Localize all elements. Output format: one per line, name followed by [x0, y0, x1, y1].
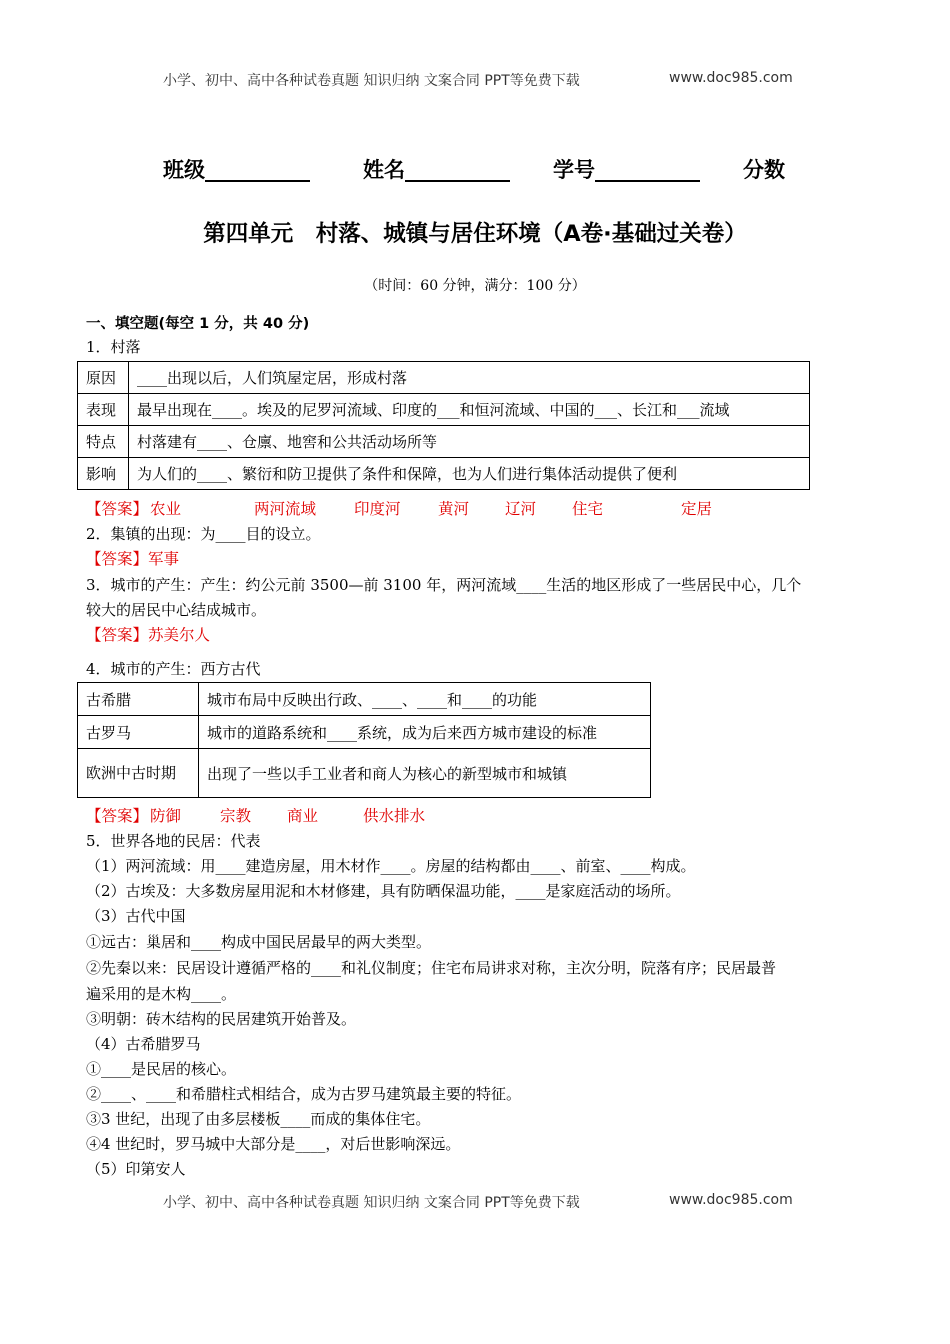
answer-value: 住宅 [572, 500, 604, 518]
table-row [78, 716, 651, 749]
row-label: 影响 [78, 458, 129, 490]
answer-value: 农业 [150, 500, 182, 518]
q1-answer [86, 497, 713, 519]
answer-value: 苏美尔人 [148, 626, 211, 644]
answer-value: 黄河 [438, 500, 470, 518]
q1-title: 1．村落 [86, 338, 141, 356]
q4-table [77, 682, 651, 798]
row-label: 古罗马 [78, 716, 199, 749]
row-text: 为人们的____、繁衍和防卫提供了条件和保障，也为人们进行集体活动提供了便利 [129, 458, 810, 490]
exam-time-score: （时间：60 分钟，满分：100 分） [364, 278, 586, 294]
q5-line: ③明朝：砖木结构的民居建筑开始普及。 [86, 1010, 357, 1028]
answer-value: 商业 [287, 807, 319, 825]
row-label: 原因 [78, 362, 129, 394]
q5-line: ④4 世纪时，罗马城中大部分是____，对后世影响深远。 [86, 1135, 461, 1153]
answer-value: 定居 [681, 500, 713, 518]
q1-table [77, 361, 810, 490]
score-field: 分数 [743, 158, 785, 182]
table-row [78, 458, 810, 490]
q4-title: 4．城市的产生：西方古代 [86, 660, 261, 678]
q5-line: （4）古希腊罗马 [86, 1035, 201, 1053]
q5-line: ①____是民居的核心。 [86, 1060, 237, 1078]
answer-tag: 【答案】 [86, 626, 149, 644]
q5-title: 5．世界各地的民居：代表 [86, 832, 261, 850]
q3-line2: 较大的居民中心结成城市。 [86, 601, 267, 619]
q5-line: （1）两河流域：用____建造房屋，用木材作____。房屋的结构都由____、前室、____构成。 [86, 857, 696, 875]
section-heading: 一、填空题(每空 1 分，共 40 分) [86, 316, 310, 332]
q3-answer [86, 623, 210, 645]
answer-tag: 【答案】 [86, 807, 149, 825]
q5-line: ②先秦以来：民居设计遵循严格的____和礼仪制度；住宅布局讲求对称，主次分明，院落有序；民居最普 [86, 959, 777, 977]
q2-text: 2．集镇的出现：为____目的设立。 [86, 525, 321, 543]
page-title: 第四单元 村落、城镇与居住环境（A卷·基础过关卷） [203, 221, 747, 247]
answer-value: 防御 [150, 807, 182, 825]
class-field: 班级__________ [163, 158, 310, 182]
header-site: www.doc985.com [669, 70, 793, 86]
q5-line: ①远古：巢居和____构成中国民居最早的两大类型。 [86, 933, 432, 951]
table-row [78, 362, 810, 394]
row-label: 表现 [78, 394, 129, 426]
q5-line: （2）古埃及：大多数房屋用泥和木材修建，具有防晒保温功能，____是家庭活动的场所。 [86, 882, 681, 900]
row-label: 古希腊 [78, 683, 199, 716]
footer-site: www.doc985.com [669, 1192, 793, 1208]
q2-answer [86, 547, 179, 569]
row-text: 城市的道路系统和____系统，成为后来西方城市建设的标准 [199, 716, 651, 749]
table-row [78, 426, 810, 458]
row-text: ____出现以后，人们筑屋定居，形成村落 [129, 362, 810, 394]
answer-value: 印度河 [354, 500, 401, 518]
table-row [78, 394, 810, 426]
answer-value: 供水排水 [363, 807, 426, 825]
q3-line1: 3．城市的产生：产生：约公元前 3500—前 3100 年，两河流域____生活的地区形成了一些居民中心，几个 [86, 576, 802, 594]
name-field: 姓名__________ [363, 158, 510, 182]
answer-tag: 【答案】 [86, 500, 149, 518]
q5-line: ②____、____和希腊柱式相结合，成为古罗马建筑最主要的特征。 [86, 1085, 522, 1103]
answer-value: 宗教 [220, 807, 252, 825]
row-text: 城市布局中反映出行政、____、____和____的功能 [199, 683, 651, 716]
row-label: 欧洲中古时期 [78, 749, 199, 798]
row-text: 村落建有____、仓廪、地窖和公共活动场所等 [129, 426, 810, 458]
answer-value: 两河流域 [254, 500, 317, 518]
footer-promo: 小学、初中、高中各种试卷真题 知识归纳 文案合同 PPT等免费下载 [163, 1195, 580, 1211]
q5-line: 遍采用的是木构____。 [86, 985, 237, 1003]
row-text: 最早出现在____。埃及的尼罗河流域、印度的___和恒河流域、中国的___、长江和___流域 [129, 394, 810, 426]
answer-value: 辽河 [505, 500, 537, 518]
row-text: 出现了一些以手工业者和商人为核心的新型城市和城镇 [199, 749, 651, 798]
q5-line: （5）印第安人 [86, 1160, 186, 1178]
q5-line: ③3 世纪，出现了由多层楼板____而成的集体住宅。 [86, 1110, 431, 1128]
q5-line: （3）古代中国 [86, 907, 186, 925]
answer-value: 军事 [148, 550, 180, 568]
table-row [78, 683, 651, 716]
student-id-field: 学号__________ [553, 158, 700, 182]
header-promo: 小学、初中、高中各种试卷真题 知识归纳 文案合同 PPT等免费下载 [163, 73, 580, 89]
table-row [78, 749, 651, 798]
q4-answer [86, 804, 426, 826]
answer-tag: 【答案】 [86, 550, 149, 568]
row-label: 特点 [78, 426, 129, 458]
